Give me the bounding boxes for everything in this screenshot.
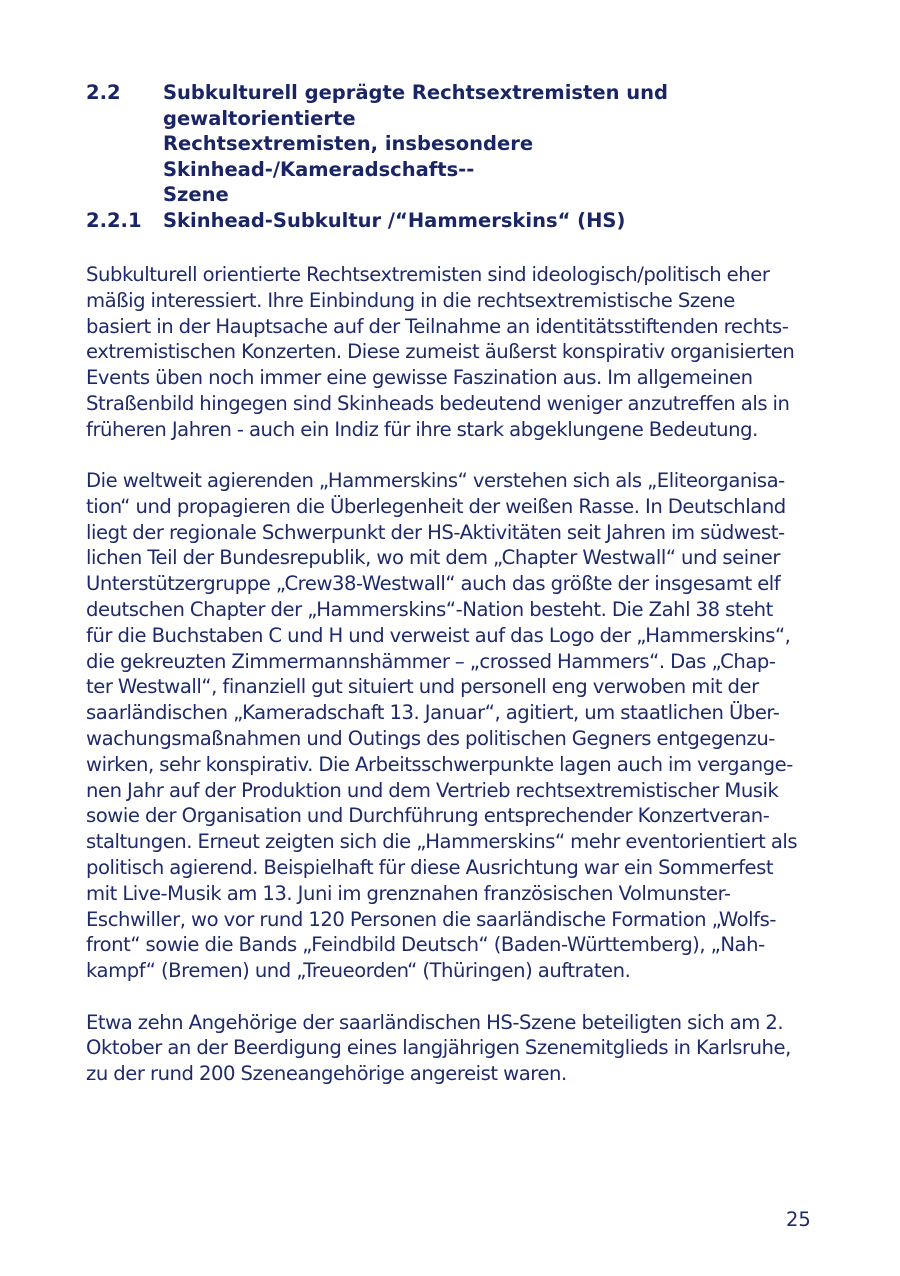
text-line: basiert in der Hauptsache auf der Teilnahme an identitätsstiftenden rechts- — [86, 314, 789, 338]
text-line: tion“ und propagieren die Überlegenheit der weißen Rasse. In Deutschland — [86, 494, 786, 518]
text-line: saarländischen „Kameradschaft 13. Januar“, agitiert, um staatlichen Über- — [86, 701, 780, 725]
text-line: ter Westwall“, finanziell gut situiert und personell eng verwoben mit der — [86, 675, 759, 699]
text-line: deutschen Chapter der „Hammerskins“-Nation besteht. Die Zahl 38 steht — [86, 598, 773, 622]
section-heading-2-2 — [86, 80, 814, 208]
paragraph-hammerskins — [86, 468, 814, 984]
subsection-number: 2.2.1 — [86, 208, 142, 232]
text-line: politisch agierend. Beispielhaft für diese Ausrichtung war ein Sommerfest — [86, 856, 774, 880]
text-line: sowie der Organisation und Durchführung entsprechender Konzertveran- — [86, 804, 770, 828]
text-line: Die weltweit agierenden „Hammerskins“ verstehen sich als „Eliteorganisa- — [86, 469, 785, 493]
text-line: Subkulturell orientierte Rechtsextremisten sind ideologisch/politisch eher — [86, 263, 770, 286]
text-line: wachungsmaßnahmen und Outings des politischen Gegners entgegenzu- — [86, 727, 775, 751]
paragraph-funeral — [86, 1010, 814, 1087]
subsection-title — [163, 208, 814, 234]
text-line: Oktober an der Beerdigung eines langjährigen Szenemitglieds in Karlsruhe, — [86, 1036, 791, 1060]
text-line: zu der rund 200 Szeneangehörige angereist waren. — [86, 1062, 567, 1086]
section-number: 2.2 — [86, 81, 121, 104]
text-line: front“ sowie die Bands „Feindbild Deutsch“ (Baden-Württemberg), „Nah- — [86, 933, 765, 957]
subsection-title-line: Skinhead-Subkultur /“Hammerskins“ (HS) — [163, 208, 626, 232]
text-line: mit Live-Musik am 13. Juni im grenznahen französischen Volmunster- — [86, 881, 731, 905]
text-line: Etwa zehn Angehörige der saarländischen HS-Szene beteiligten sich am 2. — [86, 1010, 784, 1034]
text-line: nen Jahr auf der Produktion und dem Vertrieb rechtsextremistischer Musik — [86, 778, 779, 802]
page-content — [86, 80, 814, 1087]
paragraph-intro — [86, 262, 814, 443]
text-line: extremistischen Konzerten. Diese zumeist äußerst konspirativ organisierten — [86, 340, 795, 364]
text-line: früheren Jahren - auch ein Indiz für ihre stark abgeklungene Bedeutung. — [86, 417, 758, 441]
text-line: die gekreuzten Zimmermannshämmer – „crossed Hammers“. Das „Chap- — [86, 649, 776, 673]
text-line: Unterstützergruppe „Crew38-Westwall“ auch das größte der insgesamt elf — [86, 572, 781, 596]
text-line: kampf“ (Bremen) und „Treueorden“ (Thüringen) auftraten. — [86, 959, 631, 983]
text-line: lichen Teil der Bundesrepublik, wo mit dem „Chapter Westwall“ und seiner — [86, 546, 780, 570]
text-line: liegt der regionale Schwerpunkt der HS-Aktivitäten seit Jahren im südwest- — [86, 520, 785, 544]
text-line: wirken, sehr konspirativ. Die Arbeitsschwerpunkte lagen auch im vergange- — [86, 752, 793, 776]
text-line: Eschwiller, wo vor rund 120 Personen die saarländische Formation „Wolfs- — [86, 907, 777, 931]
page-number: 25 — [786, 1208, 811, 1231]
text-line: Straßenbild hingegen sind Skinheads bedeutend weniger anzutreffen als in — [86, 391, 790, 415]
section-heading-2-2-1 — [86, 208, 814, 234]
section-title — [163, 80, 814, 208]
text-line: Events üben noch immer eine gewisse Faszination aus. Im allgemeinen — [86, 366, 753, 390]
text-line: mäßig interessiert. Ihre Einbindung in die rechtsextremistische Szene — [86, 288, 735, 312]
section-title-line: Subkulturell geprägte Rechtsextremisten und gewaltorientierte — [163, 81, 668, 130]
section-title-line: Rechtsextremisten, insbesondere Skinhead-/Kameradschafts-- — [163, 132, 534, 181]
section-title-line: Szene — [163, 183, 229, 206]
text-line: staltungen. Erneut zeigten sich die „Hammerskins“ mehr eventorientiert als — [86, 830, 798, 854]
text-line: für die Buchstaben C und H und verweist auf das Logo der „Hammerskins“, — [86, 623, 791, 647]
